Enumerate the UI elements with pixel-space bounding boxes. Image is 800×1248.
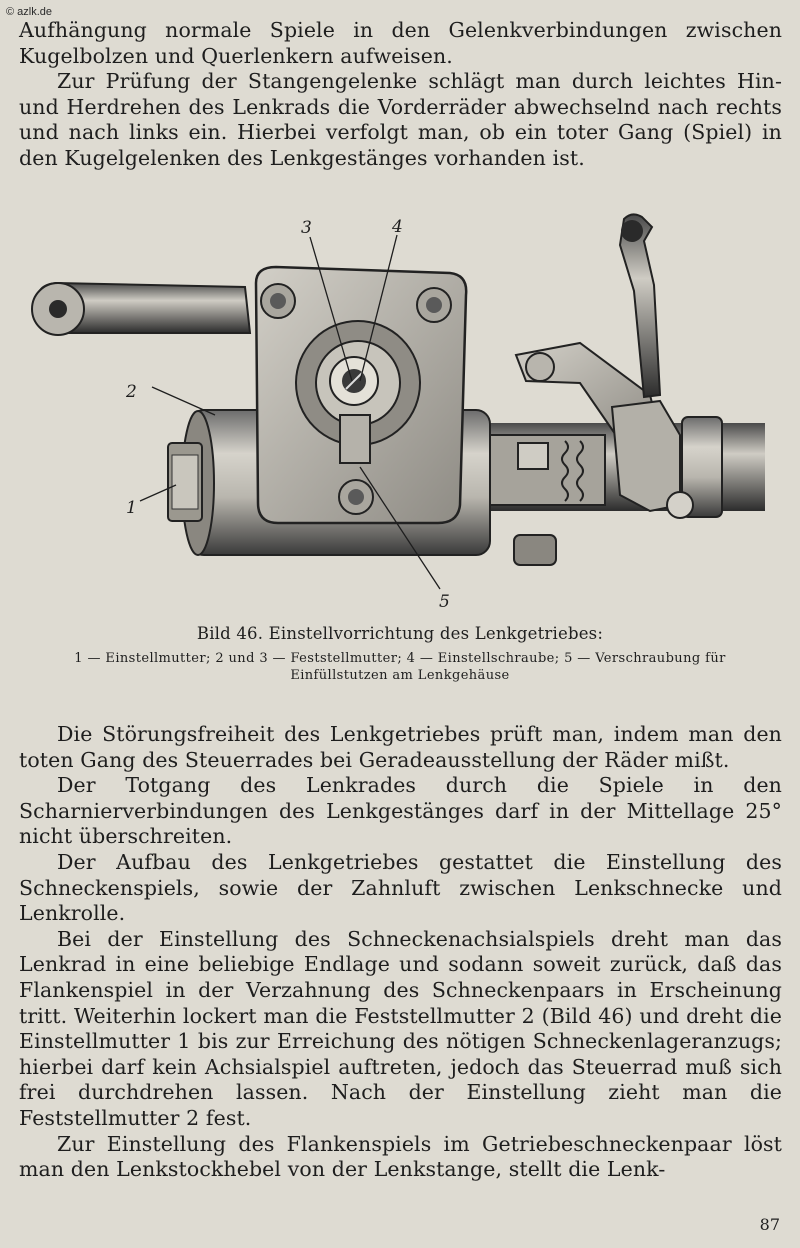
label-3: 3: [301, 218, 312, 238]
label-5: 5: [439, 592, 450, 612]
paragraph: Der Totgang des Lenkrades durch die Spiele in den Scharnierverbindungen des Lenkgestänges darf in der Mittellage 25° nicht überschreiten.: [19, 773, 782, 849]
watermark: © azlk.de: [6, 6, 53, 18]
figure-caption-title: Bild 46. Einstellvorrichtung des Lenkgetriebes:: [196, 624, 604, 643]
paragraph: Aufhängung normale Spiele in den Gelenkverbindungen zwischen Kugelbolzen und Querlenkern aufweisen.: [19, 18, 782, 68]
bottom-text-block: [19, 722, 782, 1183]
page-number: 87: [759, 1215, 780, 1234]
label-4: 4: [392, 217, 403, 237]
steering-gear-illustration: [20, 205, 780, 615]
paragraph: Zur Einstellung des Flankenspiels im Getriebeschneckenpaar löst man den Lenkstockhebel von der Lenkstange, stellt die Lenk-: [19, 1131, 782, 1182]
label-2: 2: [126, 382, 137, 402]
paragraph: Bei der Einstellung des Schneckenachsialspiels dreht man das Lenkrad in eine beliebige Endlage und sodann soweit zurück, daß das Flankenspiel in der Verzahnung des Schneckenpaars in Erscheinung tritt. Weiterhin lockert man die Feststellmutter 2 (Bild 46) und dreht die Einstellmutter 1 bis zur Erreichung des nötigen Schneckenlageranzugs; hierbei darf kein Achsialspiel auftreten, jedoch das Steuerrad muß sich frei durchdrehen lassen. Nach der Einstellung zieht man die Feststellmutter 2 fest.: [19, 926, 782, 1130]
paragraph: Der Aufbau des Lenkgetriebes gestattet die Einstellung des Schneckenspiels, sowie der Zahnluft zwischen Lenkschnecke und Lenkrolle.: [19, 849, 782, 926]
label-1: 1: [126, 498, 137, 518]
top-text-block: [19, 18, 782, 172]
paragraph: Zur Prüfung der Stangengelenke schlägt man durch leichtes Hin- und Herdrehen des Lenkrads die Vorderräder abwechselnd nach rechts und nach links ein. Hierbei verfolgt man, ob ein toter Gang (Spiel) in den Kugelgelenken des Lenkgestänges vorhanden ist.: [19, 69, 782, 170]
figure-steering-gear: [20, 205, 780, 615]
figure-caption-legend: 1 — Einstellmutter; 2 und 3 — Feststellmutter; 4 — Einstellschraube; 5 — Verschraubung für Einfüllstutzen am Lenkgehäuse: [74, 651, 726, 683]
drop-arm: [620, 214, 660, 397]
paragraph: Die Störungsfreiheit des Lenkgetriebes prüft man, indem man den toten Gang des Steuerrades bei Geradeausstellung der Räder mißt.: [19, 722, 782, 772]
